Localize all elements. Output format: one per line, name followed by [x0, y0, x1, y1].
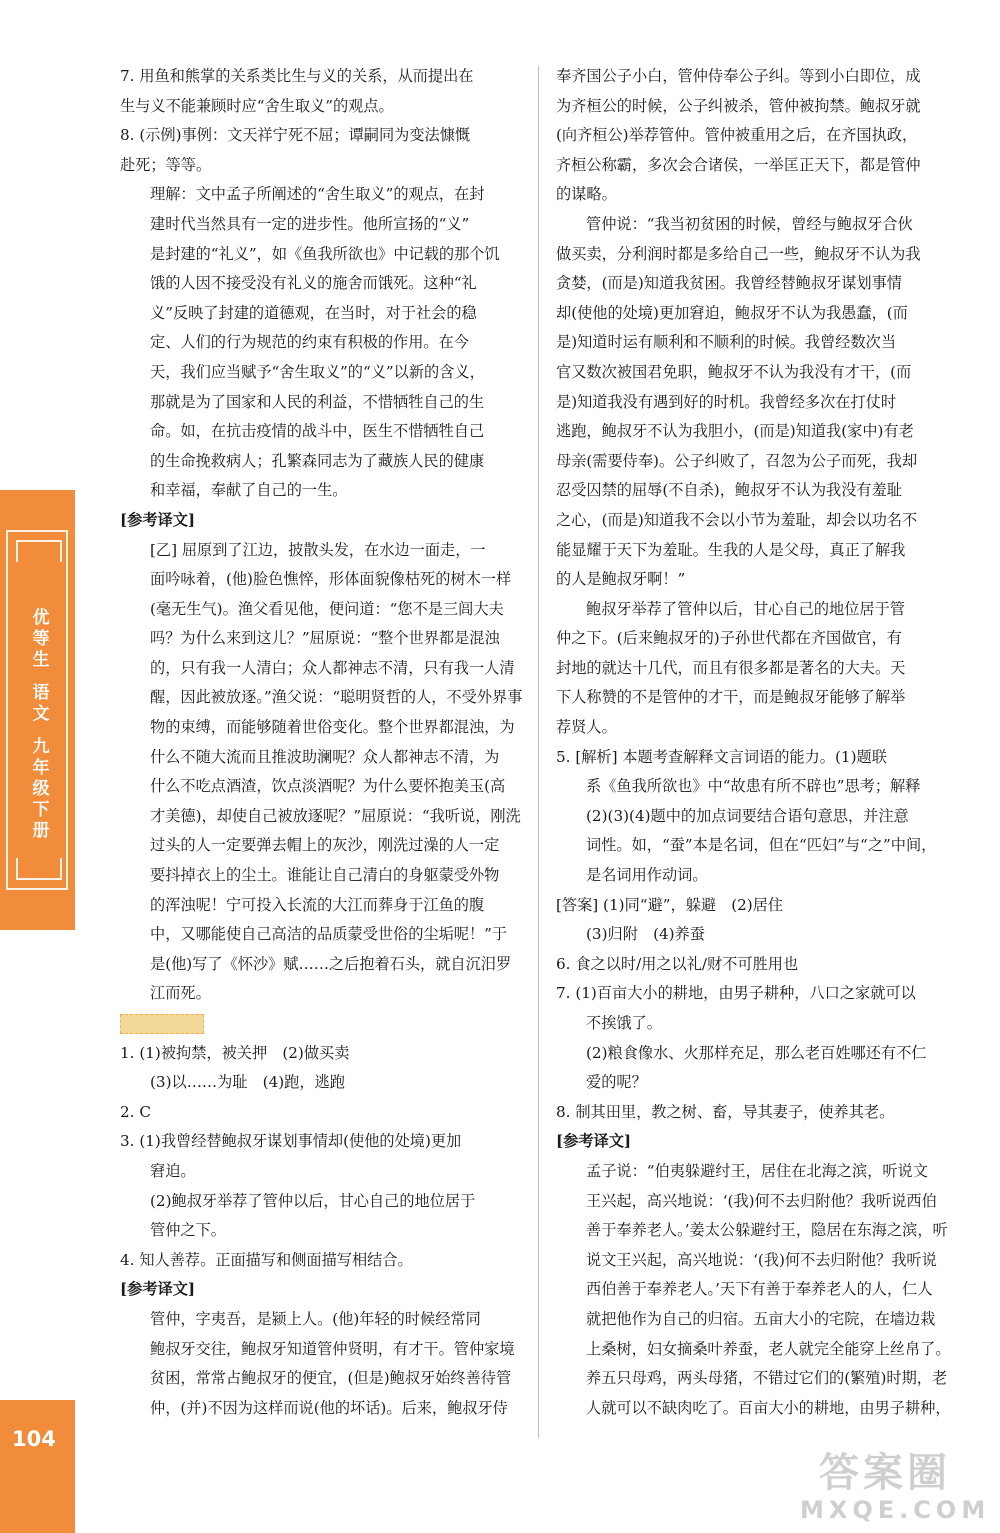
text-line: 官又数次被国君免职，鲍叔牙不认为我没有才干，(而 — [556, 362, 912, 381]
text-line: 孟子说：“伯夷躲避纣王，居住在北海之滨，听说文 — [586, 1161, 928, 1180]
text-line: 什么不吃点酒渣，饮点淡酒呢？为什么要怀抱美玉(高 — [150, 777, 506, 796]
side-tab-grade: 九年级下册 — [32, 737, 50, 841]
text-line: 奉齐国公子小白，管仲侍奉公子纠。等到小白即位，成 — [556, 67, 921, 85]
text-line: 3. (1)我曾经替鲍叔牙谋划事情却(使他的处境)更加 — [120, 1132, 462, 1151]
text-line: 齐桓公称霸，多次会合诸侯，一举匡正天下，都是管仲 — [556, 155, 921, 174]
page-number-tab — [0, 1400, 75, 1533]
text-line: 下人称赞的不是管仲的才干，而是鲍叔牙能够了解举 — [556, 688, 906, 707]
text-line: 是)知道时运有顺利和不顺利的时候。我曾经数次当 — [556, 333, 897, 352]
text-line: 的生命挽救病人；孔繁森同志为了藏族人民的健康 — [150, 451, 485, 470]
text-line: 贪婪，(而是)知道我贫困。我曾经替鲍叔牙谋划事情 — [556, 274, 902, 293]
text-line: 和幸福，奉献了自己的一生。 — [150, 481, 348, 500]
text-line: 命。如，在抗击疫情的战斗中，医生不惜牺牲自己 — [150, 422, 485, 441]
text-line: 2. C — [120, 1102, 151, 1121]
watermark-line-2: MXQE.COM — [800, 1496, 991, 1524]
text-line: 理解：文中孟子所阐述的“舍生取义”的观点，在封 — [150, 185, 485, 204]
text-line: 是)知道我没有遇到好的时机。我曾经多次在打仗时 — [556, 392, 897, 411]
text-line: 养五只母鸡，两头母猪，不错过它们的(繁殖)时期，老 — [586, 1369, 948, 1388]
text-line: [答案] (1)同“避”，躲避 (2)居住 — [556, 895, 784, 914]
text-line: (2)鲍叔牙举荐了管仲以后，甘心自己的地位居于 — [150, 1191, 476, 1210]
text-line: 西伯善于奉养老人。’天下有善于奉养老人的人，仁人 — [586, 1280, 933, 1299]
text-line: 那就是为了国家和人民的利益，不惜牺牲自己的生 — [150, 392, 485, 411]
text-line: 系《鱼我所欲也》中“故患有所不辟也”思考；解释 — [586, 777, 921, 796]
side-tab-text — [30, 608, 52, 854]
text-line: 7. (1)百亩大小的耕地，由男子耕种，八口之家就可以 — [556, 984, 916, 1003]
text-line: 却(使他的处境)更加窘迫，鲍叔牙不认为我愚蠢，(而 — [556, 303, 908, 322]
text-line: 7. 用鱼和熊掌的关系类比生与义的关系，从而提出在 — [120, 67, 474, 85]
text-line: 荐贤人。 — [556, 718, 617, 737]
text-line: 母亲(需要侍奉)。公子纠败了，召忽为公子而死，我却 — [556, 451, 918, 470]
text-line: 鲍叔牙举荐了管仲以后，甘心自己的地位居于管 — [586, 599, 905, 618]
text-line: 上桑树，妇女摘桑叶养蚕，老人就完全能穿上丝帛了。 — [586, 1339, 951, 1358]
text-line: 能显耀于天下为羞耻。生我的人是父母，真正了解我 — [556, 540, 906, 559]
text-line: 义”反映了封建的道德观，在当时，对于社会的稳 — [150, 303, 477, 322]
text-line: 是封建的“礼义”，如《鱼我所欲也》中记载的那个饥 — [150, 244, 500, 263]
text-line: [参考译文] — [556, 1132, 632, 1151]
text-line: 建时代当然具有一定的进步性。他所宣扬的“义” — [150, 214, 470, 233]
text-line: 就把他作为自己的归宿。五亩大小的宅院，在墙边栽 — [586, 1309, 936, 1328]
side-tab-title: 优等生 — [32, 608, 50, 670]
text-line: 善于奉养老人。’姜太公躲避纣王，隐居在东海之滨，听 — [586, 1221, 948, 1240]
text-line: 8. (示例)事例：文天祥宁死不屈；谭嗣同为变法慷慨 — [120, 126, 471, 145]
page-number: 104 — [12, 1427, 56, 1451]
text-line: 醒，因此被放逐。”渔父说：“聪明贤哲的人，不受外界事 — [150, 688, 523, 707]
text-line: 不挨饿了。 — [586, 1014, 662, 1032]
text-line: 的，只有我一人清白；众人都神志不清，只有我一人清 — [150, 658, 515, 677]
text-line: 吗？为什么来到这儿？”屈原说：“整个世界都是混浊 — [150, 629, 500, 648]
text-line: 要抖掉衣上的尘土。谁能让自己清白的身躯蒙受外物 — [150, 866, 500, 885]
text-line: 生与义不能兼顾时应“舍生取义”的观点。 — [120, 96, 394, 115]
text-line: 封地的就达十几代，而且有很多都是著名的大夫。天 — [556, 658, 906, 677]
section-heading-badge — [120, 1014, 204, 1034]
text-line: 6. 食之以时/用之以礼/财不可胜用也 — [556, 954, 799, 973]
text-line: 是(他)写了《怀沙》赋……之后抱着石头，就自沉汨罗 — [150, 954, 512, 973]
left-column — [120, 62, 528, 1423]
text-line: 过头的人一定要弹去帽上的灰沙，刚洗过澡的人一定 — [150, 836, 500, 855]
text-line: (2)(3)(4)题中的加点词要结合语句意思，并注意 — [586, 806, 909, 825]
text-line: 管仲，字夷吾，是颍上人。(他)年轻的时候经常同 — [150, 1309, 481, 1328]
text-line: 4. 知人善荐。正面描写和侧面描写相结合。 — [120, 1250, 413, 1269]
text-line: (3)以……为耻 (4)跑，逃跑 — [150, 1073, 345, 1092]
text-line: 才美德)，却使自己被放逐呢？”屈原说：“我听说，刚洗 — [150, 806, 521, 825]
text-line: 管仲说：“我当初贫困的时候，曾经与鲍叔牙合伙 — [586, 214, 913, 233]
watermark-line-1: 答案圈 — [819, 1450, 951, 1496]
text-line: [乙] 屈原到了江边，披散头发，在水边一面走，一 — [150, 540, 486, 559]
watermark-logo — [800, 1450, 991, 1524]
text-line: 的谋略。 — [556, 185, 617, 204]
side-tab — [0, 490, 75, 930]
text-line: 贫困，常常占鲍叔牙的便宜，(但是)鲍叔牙始终善待管 — [150, 1369, 512, 1388]
text-line: 是名词用作动词。 — [586, 866, 708, 885]
text-line: 中，又哪能使自己高洁的品质蒙受世俗的尘垢呢！”于 — [150, 925, 508, 944]
text-line: 物的束缚，而能够随着世俗变化。整个世界都混浊，为 — [150, 718, 515, 737]
text-line: 定、人们的行为规范的约束有积极的作用。在今 — [150, 333, 469, 352]
text-line: 的浑浊呢！宁可投入长流的大江而葬身于江鱼的腹 — [150, 895, 485, 914]
text-line: 1. (1)被拘禁，被关押 (2)做买卖 — [120, 1043, 350, 1062]
text-line: 王兴起，高兴地说：‘(我)何不去归附他？我听说西伯 — [586, 1191, 937, 1210]
text-line: 人就可以不缺肉吃了。百亩大小的耕地，由男子耕种， — [586, 1398, 951, 1417]
text-line: (毫无生气)。渔父看见他，便问道：“您不是三闾大夫 — [150, 599, 504, 618]
text-line: 8. 制其田里，教之树、畜，导其妻子，使养其老。 — [556, 1102, 895, 1121]
text-line: 窘迫。 — [150, 1161, 196, 1180]
column-divider — [538, 66, 539, 1438]
text-line: 为齐桓公的时候，公子纠被杀，管仲被拘禁。鲍叔牙就 — [556, 96, 921, 115]
text-line — [120, 1009, 528, 1039]
text-line: 逃跑，鲍叔牙不认为我胆小，(而是)知道我(家中)有老 — [556, 422, 914, 441]
text-line: 之心，(而是)知道我不会以小节为羞耻，却会以功名不 — [556, 510, 918, 529]
text-line: 天，我们应当赋予“舍生取义”的“义”以新的含义， — [150, 362, 485, 381]
text-line: 词性。如，“蚕”本是名词，但在“匹妇”与“之”中间， — [586, 836, 937, 855]
text-line: 5. [解析] 本题考查解释文言词语的能力。(1)题联 — [556, 747, 887, 766]
text-line: 鲍叔牙交往，鲍叔牙知道管仲贤明，有才干。管仲家境 — [150, 1339, 515, 1358]
text-line: 面吟咏着，(他)脸色憔悴，形体面貌像枯死的树木一样 — [150, 570, 512, 589]
text-line: 仲之下。(后来鲍叔牙的)子孙世代都在齐国做官，有 — [556, 629, 902, 648]
text-line: 仲，(并)不因为这样而说(他的坏话)。后来，鲍叔牙侍 — [150, 1398, 508, 1417]
text-line: (3)归附 (4)养蚕 — [586, 925, 705, 944]
text-line: 说文王兴起，高兴地说：‘(我)何不去归附他？我听说 — [586, 1250, 937, 1269]
text-line: (向齐桓公)举荐管仲。管仲被重用之后，在齐国执政， — [556, 126, 918, 145]
text-line: 饿的人因不接受没有礼义的施舍而饿死。这种“礼 — [150, 274, 477, 293]
text-line: 爱的呢？ — [586, 1073, 647, 1092]
text-line: 什么不随大流而且推波助澜呢？众人都神志不清，为 — [150, 747, 500, 766]
right-column — [556, 62, 961, 1423]
text-line: (2)粮食像水、火那样充足，那么老百姓哪还有不仁 — [586, 1043, 927, 1062]
text-line: 做买卖，分利润时都是多给自己一些，鲍叔牙不认为我 — [556, 244, 921, 263]
text-line: 的人是鲍叔牙啊！” — [556, 570, 686, 589]
text-line: 赴死；等等。 — [120, 155, 212, 174]
text-line: [参考译文] — [120, 510, 196, 529]
side-tab-subject: 语文 — [32, 683, 50, 724]
text-line: [参考译文] — [120, 1280, 196, 1299]
text-line: 管仲之下。 — [150, 1221, 226, 1240]
text-line: 江而死。 — [150, 984, 211, 1003]
text-line: 忍受囚禁的屈辱(不自杀)，鲍叔牙不认为我没有羞耻 — [556, 481, 902, 500]
